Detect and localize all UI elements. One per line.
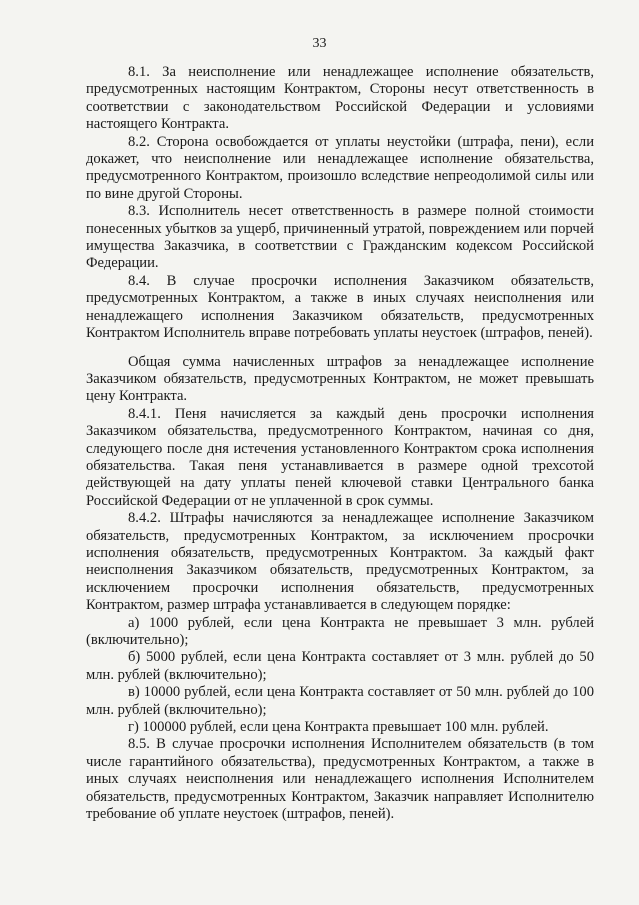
document-body [86, 64, 594, 823]
list-item-v: в) 10000 рублей, если цена Контракта составляет от 50 млн. рублей до 100 млн. рублей (включительно); [86, 684, 594, 718]
paragraph-8-1: 8.1. За неисполнение или ненадлежащее исполнение обязательств, предусмотренных настоящим Контрактом, Стороны несут ответственность в соответствии с законодательством Российской Федерации и условиями настоящего Контракта. [86, 64, 594, 133]
paragraph-8-5: 8.5. В случае просрочки исполнения Исполнителем обязательств (в том числе гарантийного обязательства), предусмотренных Контрактом, а также в иных случаях неисполнения или ненадлежащего исполнения Исполнителем обязательств, предусмотренных Контрактом, Заказчик направляет Исполнителю требование об уплате неустоек (штрафов, пеней). [86, 736, 594, 823]
list-item-b: б) 5000 рублей, если цена Контракта составляет от 3 млн. рублей до 50 млн. рублей (включительно); [86, 649, 594, 683]
paragraph-8-4: 8.4. В случае просрочки исполнения Заказчиком обязательств, предусмотренных Контрактом, а также в иных случаях неисполнения или ненадлежащего исполнения Заказчиком обязательств, предусмотренных Контрактом Исполнитель вправе потребовать уплаты неустоек (штрафов, пеней). [86, 272, 594, 342]
paragraph-8-4-2: 8.4.2. Штрафы начисляются за ненадлежащее исполнение Заказчиком обязательств, предусмотренных Контрактом, за исключением просрочки исполнения обязательств, предусмотренных Контрактом. За каждый факт неисполнения Заказчиком обязательств, предусмотренных Контрактом, за исключением просрочки исполнения обязательств, предусмотренных Контрактом, размер штрафа устанавливается в следующем порядке: [86, 510, 594, 614]
paragraph-8-2: 8.2. Сторона освобождается от уплаты неустойки (штрафа, пени), если докажет, что неисполнение или ненадлежащее исполнение обязательства, предусмотренного Контрактом, произошло вследствие непреодолимой силы или по вине другой Стороны. [86, 133, 594, 202]
page-number: 33 [312, 36, 327, 51]
paragraph-penalty-total: Общая сумма начисленных штрафов за ненадлежащее исполнение Заказчиком обязательств, предусмотренных Контрактом, не может превышать цену Контракта. [86, 353, 594, 405]
list-item-g: г) 100000 рублей, если цена Контракта превышает 100 млн. рублей. [128, 719, 549, 736]
paragraph-8-3: 8.3. Исполнитель несет ответственность в размере полной стоимости понесенных убытков за ущерб, причиненный утратой, повреждением или порчей имущества Заказчика, в соответствии с Гражданским кодексом Российской Федерации. [86, 203, 594, 272]
list-item-a: а) 1000 рублей, если цена Контракта не превышает 3 млн. рублей (включительно); [86, 614, 594, 648]
paragraph-8-4-1: 8.4.1. Пеня начисляется за каждый день просрочки исполнения Заказчиком обязательства, предусмотренного Контрактом, начиная со дня, следующего после дня истечения установленного Контрактом срока исполнения обязательства. Такая пеня устанавливается в размере одной трехсотой действующей на дату уплаты пеней ключевой ставки Центрального банка Российской Федерации от не уплаченной в срок суммы. [86, 405, 594, 509]
